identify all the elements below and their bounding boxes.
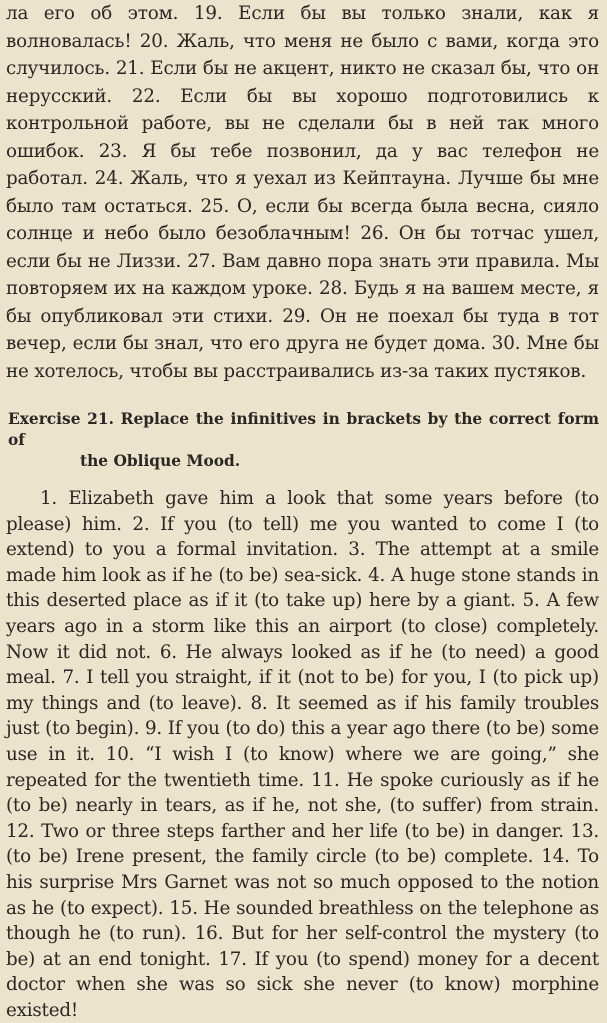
russian-sentences-paragraph: ла его об этом. 19. Если бы вы только знали, как я волновалась! 20. Жаль, что меня не было с вами, когда это случилось. 21. Если бы не акцент, никто не сказал бы, что он нерусский. 22. Если бы вы хорошо подготовились к контрольной работе, вы не сделали бы в ней так много ошибок. 23. Я бы тебе позвонил, да у вас телефон не работал. 24. Жаль, что я уехал из Кейптауна. Лучше бы мне было там остаться. 25. О, если бы всегда была весна, сияло солнце и небо было безоблачным! 26. Он бы тотчас ушел, если бы не Лиззи. 27. Вам давно пора знать эти правила. Мы повторяем их на каждом уроке. 28. Будь я на вашем месте, я бы опубликовал эти стихи. 29. Он не поехал бы туда в тот вечер, если бы знал, что его друга не будет дома. 30. Мне бы не хотелось, чтобы вы расстраивались из-за таких пустяков. <box>6 3 599 382</box>
exercise-title-line-1: Exercise 21. Replace the infinitives in brackets by the correct form of <box>8 410 599 449</box>
exercise-sentences-paragraph: 1. Elizabeth gave him a look that some years before (to please) him. 2. If you (to tell) me you wanted to come I (to extend) to you a formal invitation. 3. The attempt at a smile made him look as if he (to be) sea-sick. 4. A huge stone stands in this deserted place as if it (to take up) here by a giant. 5. A few years ago in a storm like this an airport (to close) completely. Now it did not. 6. He always looked as if he (to need) a good meal. 7. I tell you straight, if it (not to be) for you, I (to pick up) my things and (to leave). 8. It seemed as if his family troubles just (to begin). 9. If you (to do) this a year ago there (to be) some use in it. 10. “I wish I (to know) where we are going,” she repeated for the twentieth time. 11. He spoke curiously as if he (to be) nearly in tears, as if he, not she, (to suffer) from strain. 12. Two or three steps farther and her life (to be) in danger. 13. (to be) Irene present, the family circle (to be) complete. 14. To his surprise Mrs Garnet was not so much opposed to the notion as he (to expect). 15. He sounded breathless on the telephone as though he (to run). 16. But for her self-control the mystery (to be) at an end tonight. 17. If you (to spend) money for a decent doctor when she was so sick she never (to know) morphine existed! <box>6 488 599 1021</box>
exercise-heading <box>6 409 599 472</box>
exercise-title-line-2: the Oblique Mood. <box>80 452 241 470</box>
